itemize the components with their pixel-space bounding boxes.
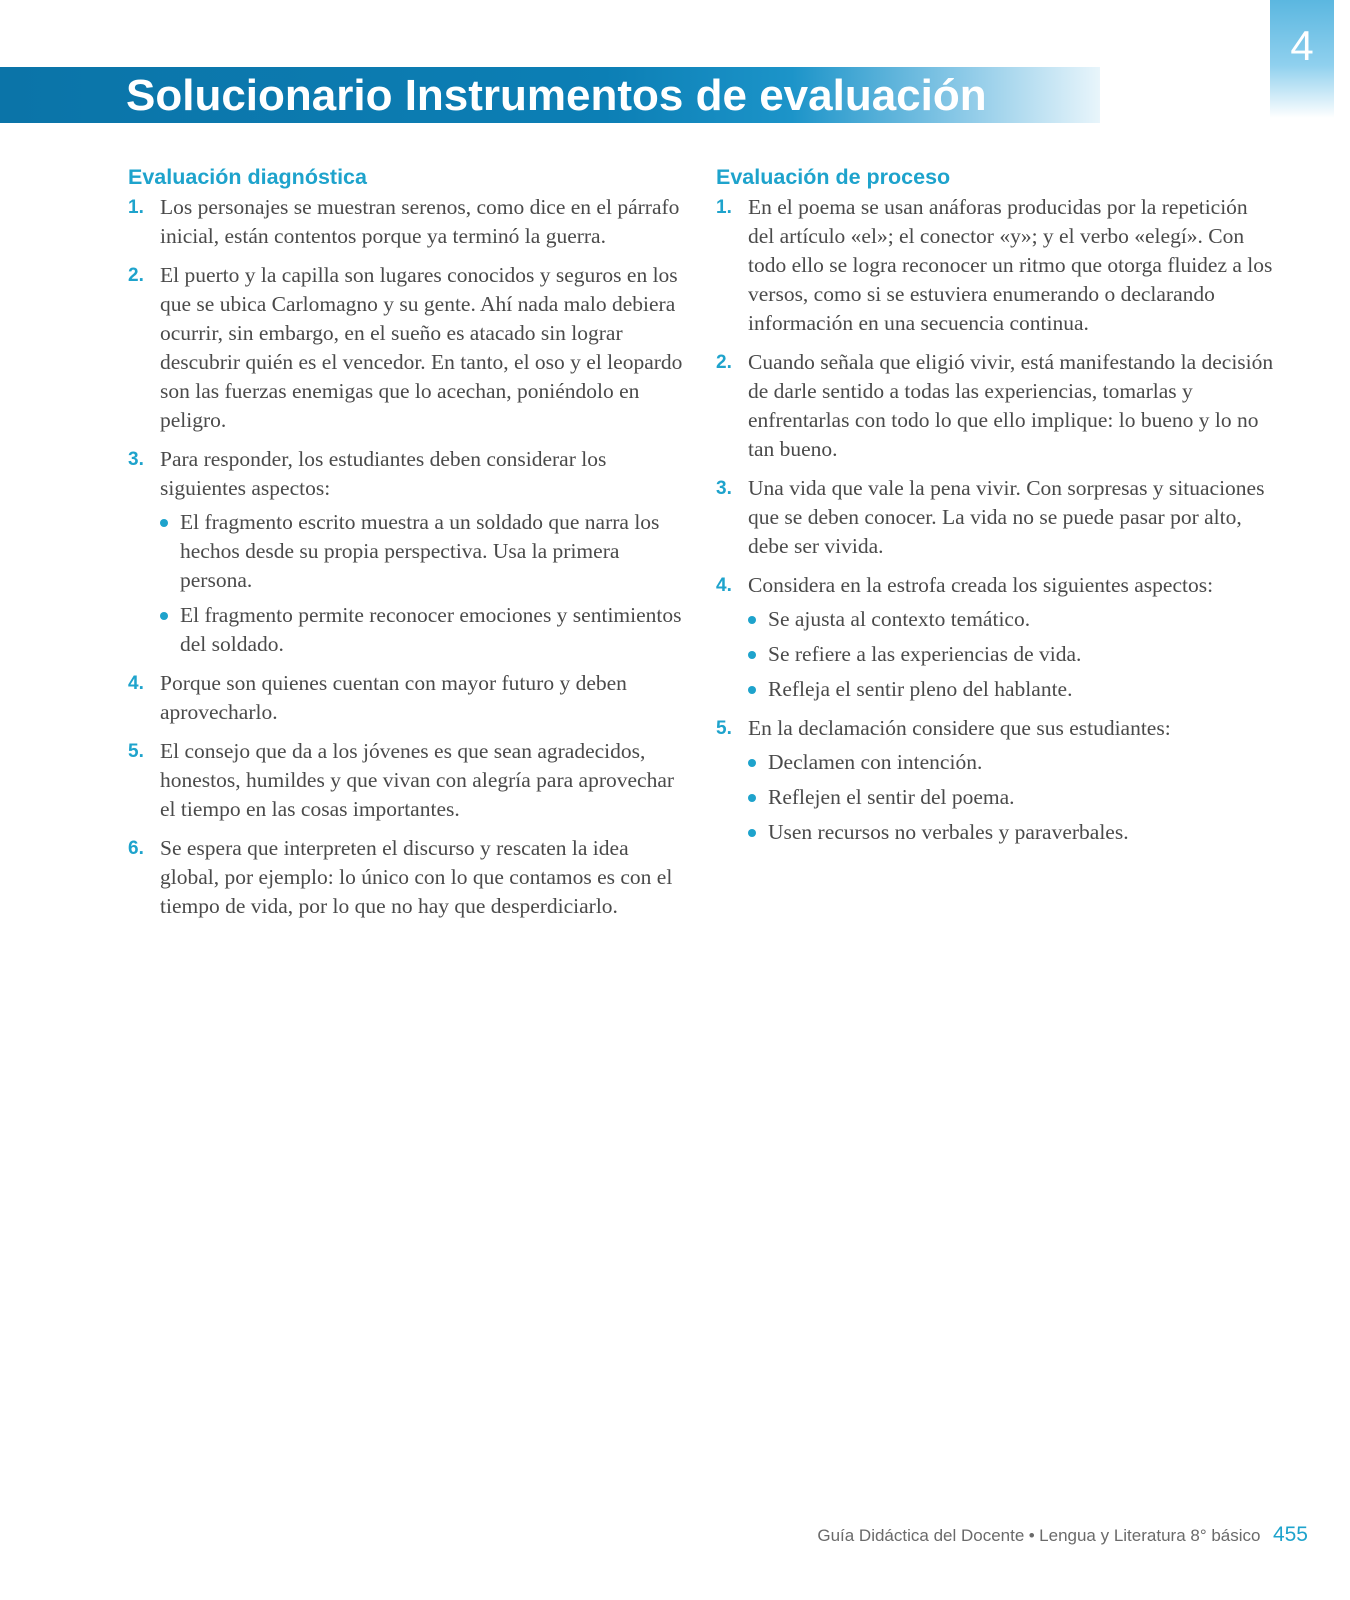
answer-item [128,193,688,251]
bullet-list [160,508,688,659]
bullet-item [748,818,1276,847]
bullet-text: El fragmento escrito muestra a un soldado que narra los hechos desde su propia perspectiva. Usa la primera persona. [180,510,660,592]
answer-number: 1. [128,197,144,218]
answer-item [128,261,688,435]
bullet-text: Refleja el sentir pleno del hablante. [768,677,1073,701]
bullet-item [748,748,1276,777]
answer-item [128,737,688,824]
page-title: Solucionario Instrumentos de evaluación [126,71,987,120]
answer-text: Una vida que vale la pena vivir. Con sorpresas y situaciones que se deben conocer. La vida no se puede pasar por alto, debe ser vivida. [748,476,1265,558]
bullet-dot-icon [748,651,756,659]
answer-number: 2. [128,265,144,286]
answer-number: 5. [716,718,732,739]
bullet-list [748,748,1276,847]
answer-text: Se espera que interpreten el discurso y rescaten la idea global, por ejemplo: lo único con lo que contamos es con el tiempo de vida, por lo que no hay que desperdiciarlo. [160,836,673,918]
answer-text: Para responder, los estudiantes deben considerar los siguientes aspectos: [160,447,607,500]
section-heading: Evaluación diagnóstica [128,165,367,189]
answer-list [716,193,1276,847]
bullet-dot-icon [160,612,168,620]
bullet-item [160,508,688,595]
bullet-text: Usen recursos no verbales y paraverbales. [768,820,1129,844]
answer-text: Cuando señala que eligió vivir, está manifestando la decisión de darle sentido a todas las experiencias, tomarlas y enfrentarlas con todo lo que ello implique: lo bueno y lo no tan bueno. [748,350,1274,461]
bullet-text: Se refiere a las experiencias de vida. [768,642,1082,666]
bullet-item [748,640,1276,669]
bullet-item [748,605,1276,634]
answer-item [716,571,1276,704]
answer-item [716,474,1276,561]
answer-number: 5. [128,741,144,762]
footer-separator: • [1028,1526,1035,1545]
answer-item [128,834,688,921]
bullet-list [748,605,1276,704]
answer-number: 1. [716,197,732,218]
answer-number: 4. [128,673,144,694]
answer-item [716,714,1276,847]
bullet-dot-icon [748,616,756,624]
section-heading: Evaluación de proceso [716,165,951,189]
bullet-dot-icon [748,794,756,802]
bullet-item [748,675,1276,704]
diagnostic-evaluation-section [128,161,688,931]
answer-number: 3. [716,478,732,499]
bullet-item [160,601,688,659]
bullet-text: Reflejen el sentir del poema. [768,785,1015,809]
answer-text: El consejo que da a los jóvenes es que sean agradecidos, honestos, humildes y que vivan con alegría para aprovechar el tiempo en las cosas importantes. [160,739,675,821]
bullet-item [748,783,1276,812]
page-footer [817,1520,1308,1550]
answer-number: 2. [716,352,732,373]
answer-text: Los personajes se muestran serenos, como dice en el párrafo inicial, están contentos porque ya terminó la guerra. [160,195,680,248]
answer-text: En el poema se usan anáforas producidas por la repetición del artículo «el»; el conector «y»; y el verbo «elegí». Con todo ello se logra reconocer un ritmo que otorga fluidez a los versos, como si se estuviera enumerando o declarando información en una secuencia continua. [748,195,1273,335]
bullet-dot-icon [748,759,756,767]
answer-item [128,669,688,727]
answer-item [716,193,1276,338]
answer-number: 4. [716,575,732,596]
answer-item [716,348,1276,464]
bullet-text: Declamen con intención. [768,750,983,774]
answer-text: En la declamación considere que sus estudiantes: [748,716,1171,740]
bullet-text: El fragmento permite reconocer emociones y sentimientos del soldado. [180,603,682,656]
process-evaluation-section [716,161,1276,857]
bullet-dot-icon [748,829,756,837]
answer-text: Porque son quienes cuentan con mayor futuro y deben aprovecharlo. [160,671,627,724]
page-number: 455 [1272,1523,1308,1546]
bullet-text: Se ajusta al contexto temático. [768,607,1031,631]
chapter-number: 4 [1290,22,1314,69]
answer-list [128,193,688,921]
answer-text: El puerto y la capilla son lugares conocidos y seguros en los que se ubica Carlomagno y su gente. Ahí nada malo debiera ocurrir, sin embargo, en el sueño es atacado sin lograr descubrir quién es el vencedor. En tanto, el oso y el leopardo son las fuerzas enemigas que lo acechan, poniéndolo en peligro. [160,263,683,432]
answer-number: 6. [128,838,144,859]
bullet-dot-icon [748,686,756,694]
answer-item [128,445,688,659]
bullet-dot-icon [160,519,168,527]
chapter-tab [1270,0,1334,118]
answer-number: 3. [128,449,144,470]
answer-text: Considera en la estrofa creada los siguientes aspectos: [748,573,1214,597]
footer-subject: Lengua y Literatura 8° básico [1039,1526,1261,1545]
footer-book-title: Guía Didáctica del Docente [817,1526,1025,1545]
